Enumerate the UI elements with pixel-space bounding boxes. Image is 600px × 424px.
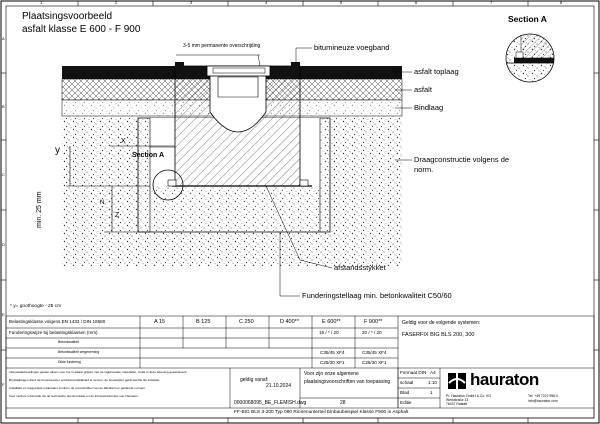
- label-bitumen: bitumineuze voegband: [314, 43, 390, 52]
- sub-label: Betonkwaliteit wegeneming: [58, 350, 100, 354]
- page-title-line1: Plaatsingsvoorbeeld: [22, 11, 113, 22]
- frame-letter: C: [2, 172, 5, 177]
- logo-mark-icon: [446, 371, 468, 391]
- sub-label: Betonkwaliteit: [58, 340, 79, 344]
- format-value: A4: [430, 370, 436, 375]
- dim-n: N: [100, 200, 105, 206]
- address-2: Werkstraße 13: [446, 398, 469, 402]
- address-1: Pr. Hauraton GmbH & Co. KG: [446, 394, 492, 398]
- label-foundation: Funderingstellaag min. betonkwaliteit C50/60: [302, 291, 452, 300]
- e-foundation: 15 / * / 20: [319, 330, 339, 335]
- section-a-marker-label: Section A: [132, 152, 165, 159]
- frame-letter: A: [2, 36, 5, 41]
- valid-from-label: geldig vanaf:: [240, 377, 269, 383]
- page-title-line2: asfalt klasse E 600 - F 900: [22, 24, 141, 35]
- table-row2-label: Funderingswijze bij belastingsklassen (mm): [9, 330, 98, 335]
- page-num: 28: [340, 400, 346, 406]
- dim-y: y: [55, 145, 60, 156]
- scale-value: 1:10: [428, 380, 437, 385]
- frame-number: 8: [560, 0, 563, 5]
- hauraton-logo: [446, 370, 586, 392]
- telephone: Tel. +49 7222 958-0: [528, 394, 559, 398]
- note: Bij afwijkingen dient de bouwmeester verantwoordelijkheid te nemen; de bouwwijzer geldt slechts als indicatie.: [9, 378, 160, 382]
- frame-number: 3: [190, 0, 193, 5]
- class-c250: C 250: [239, 319, 254, 325]
- label-asphalt-top: asfalt toplaag: [414, 67, 459, 76]
- class-d400: D 400**: [280, 319, 299, 325]
- frame-number: 2: [115, 0, 118, 5]
- frame-letter: F: [2, 382, 5, 387]
- frame-number: 1: [40, 0, 43, 5]
- frame-number: 4: [265, 0, 268, 5]
- valid-from-date: 21.10.2024: [266, 383, 292, 389]
- dim-z: Z: [115, 212, 120, 219]
- section-a-title: Section A: [508, 14, 547, 24]
- scale-label: schaal: [400, 380, 414, 385]
- edition: Editie: [400, 400, 412, 405]
- class-e600: E 600**: [322, 319, 341, 325]
- refer-text-2: plaatsingsvoorschriften van toepassing: [304, 379, 391, 385]
- note: Voor verdere informatie zie de technische documentatie en de inbouwinstructies van Hauraton.: [9, 394, 139, 398]
- note: Installatie en toegepaste materialen conform de voorschriften van de fabrikant en geldende normen.: [9, 386, 146, 390]
- frame-number: 5: [340, 0, 343, 5]
- email: info@hauraton.com: [528, 399, 558, 403]
- format-label: Formaat DIN: [400, 370, 427, 375]
- frame-number: 7: [490, 0, 493, 5]
- table-row1-label: Belastingsklasse volgens EN 1433 / DIN 19580: [9, 319, 106, 324]
- label-bind: Bindlaag: [414, 103, 444, 112]
- frame-letter: D: [2, 242, 5, 247]
- frame-letter: E: [2, 312, 5, 317]
- footnote: * y= goothoogte - 25 cm: [10, 304, 62, 309]
- class-a15: A 15: [154, 319, 166, 325]
- dim-x: X: [121, 138, 126, 145]
- label-asphalt: asfalt: [414, 85, 432, 94]
- brand-name: hauraton: [470, 370, 539, 389]
- f-foundation: 20 / * / 20: [362, 330, 382, 335]
- dim-min: min. 25 mm: [36, 191, 43, 228]
- class-f900: F 900**: [364, 319, 383, 325]
- frame-number: 6: [415, 0, 418, 5]
- sheet-label: Blad: [400, 390, 410, 395]
- section-a-detail: [506, 34, 554, 82]
- note: Inbouwaanbevelingen gelden alleen voor het in elkaar grijpen met de ingebouwde materialen, zoals in deze tekening geadviseerd.: [9, 370, 188, 374]
- label-support-1: Draagconstructie volgens de: [414, 155, 510, 164]
- label-support-2: norm.: [414, 165, 434, 174]
- address-3: 76437 Rastatt: [446, 402, 468, 406]
- f-value: C35/45 XF4: [362, 350, 387, 355]
- right-system: FASERFIX BIG BLS 200, 300: [402, 332, 475, 338]
- class-b125: B 125: [196, 319, 211, 325]
- right-title: Geldig voor de volgende systemen:: [402, 320, 481, 326]
- refer-text-1: Voor zijn onze algemene: [304, 371, 359, 377]
- e-value: C35/45 XF4: [320, 350, 345, 355]
- label-spacer: afstandsstykket: [334, 263, 386, 272]
- bottom-line: FF-BIG BLS 3-200 Typ 090 Rinnenunterteil Einbaubeispiel Klasse F900 in Asphalt: [234, 410, 409, 415]
- e-value: C25/30 XF1: [320, 360, 345, 365]
- sub-label: Dikte fundering: [58, 360, 81, 364]
- frame-letter: B: [2, 104, 5, 109]
- sheet-value: 1: [430, 390, 433, 395]
- file-code: 0000068095_BE_FLEMISH.dwg: [234, 400, 307, 406]
- label-joint: 3-5 mm permanente overschrijding: [183, 43, 261, 49]
- f-value: C25/30 XF1: [362, 360, 387, 365]
